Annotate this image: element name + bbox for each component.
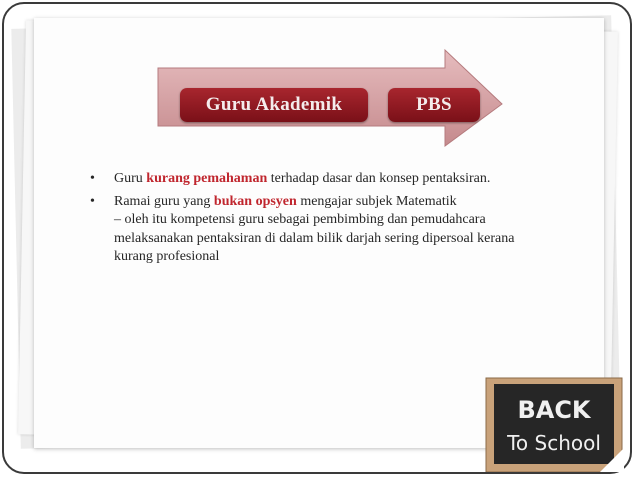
bullet-dot: • xyxy=(90,193,95,209)
highlight-text: bukan opsyen xyxy=(213,193,297,209)
step-guru-akademik: Guru Akademik xyxy=(180,88,368,122)
bullet-item xyxy=(90,170,530,189)
back-to-school-sticker xyxy=(484,374,624,472)
bullet-text: Ramai guru yang xyxy=(114,193,214,209)
step-pbs: PBS xyxy=(388,88,480,122)
bullet-list xyxy=(90,170,530,271)
bullet-detail: – oleh itu kompetensi guru sebagai pembimbing dan pemudahcara melaksanakan pentaksiran di dalam bilik darjah sering dipersoal kerana kurang profesional xyxy=(114,212,515,264)
bullet-item xyxy=(90,193,530,267)
bullet-dot: • xyxy=(90,171,95,186)
highlight-text: kurang pemahaman xyxy=(146,171,268,186)
bullet-text: mengajar subjek Matematik xyxy=(296,193,457,209)
bullet-text: Guru xyxy=(114,171,147,186)
sticker-line1: BACK xyxy=(517,396,591,424)
bullet-text: terhadap dasar dan konsep pentaksiran. xyxy=(267,171,491,186)
sticker-line2: To School xyxy=(507,431,601,455)
